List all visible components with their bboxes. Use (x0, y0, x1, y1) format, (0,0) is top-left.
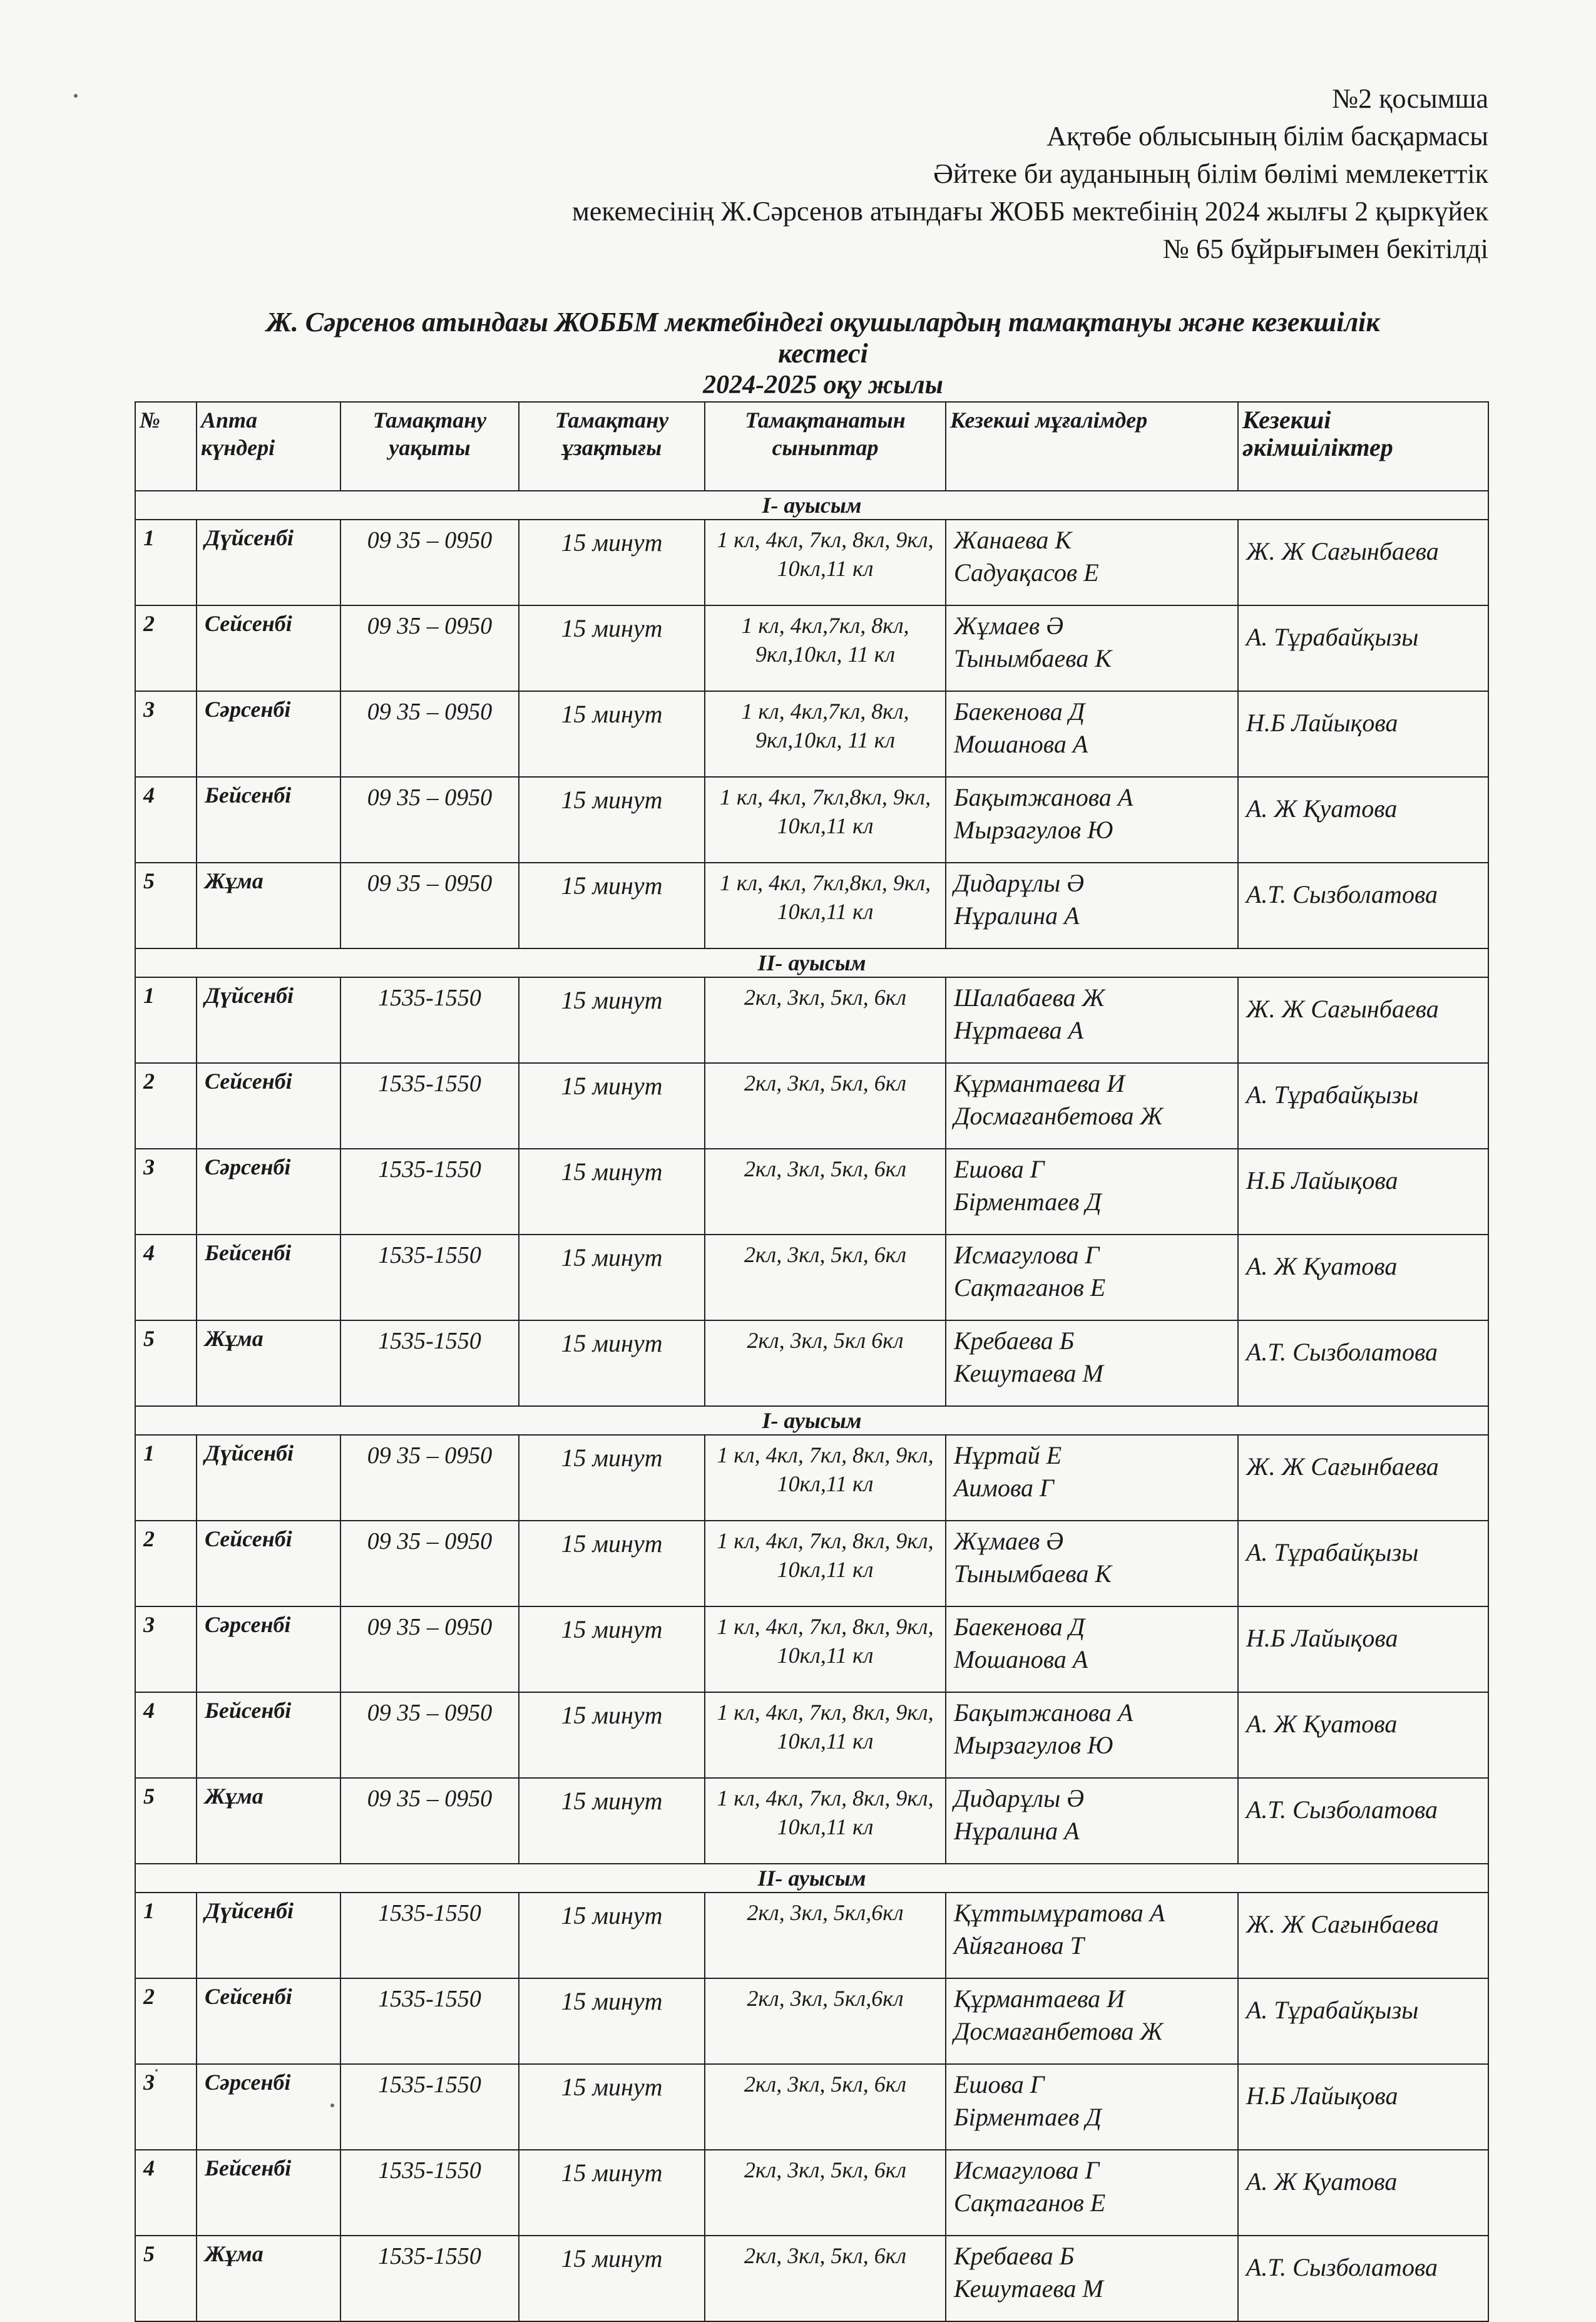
duty-teacher: Мошанова А (954, 1645, 1088, 1673)
duty-teacher: Жұмаев Ә (954, 1527, 1064, 1555)
duty-teacher: Нұртаева А (954, 1016, 1084, 1044)
weekday: Сәрсенбі (197, 1149, 340, 1235)
duty-teacher: Баекенова Д (954, 1613, 1085, 1641)
duty-admin: А. Тұрабайқызы (1238, 1978, 1488, 2064)
table-row (135, 1893, 1488, 1978)
duty-teacher: Бақытжанова А (954, 1698, 1133, 1727)
duty-teacher: Жанаева К (954, 526, 1072, 554)
weekday: Жұма (197, 863, 340, 948)
duty-teachers (946, 1521, 1238, 1606)
shift-title: II- ауысым (135, 1864, 1488, 1893)
duty-admin: А.Т. Сызболатова (1238, 2236, 1488, 2321)
weekday: Сейсенбі (197, 605, 340, 691)
meal-duration: 15 минут (519, 863, 705, 948)
duty-teacher: Құрмантаева И (954, 1985, 1125, 2013)
shift-header-row (135, 1864, 1488, 1893)
shift-title: II- ауысым (135, 948, 1488, 977)
table-row (135, 520, 1488, 605)
meal-duration: 15 минут (519, 2150, 705, 2236)
eating-classes: 1 кл, 4кл, 7кл,8кл, 9кл, 10кл,11 кл (705, 777, 946, 863)
title-line-2: кестесі (778, 338, 868, 369)
weekday: Сейсенбі (197, 1978, 340, 2064)
table-row (135, 977, 1488, 1063)
weekday: Бейсенбі (197, 2150, 340, 2236)
meal-time: 09 35 – 0950 (340, 691, 519, 777)
weekday: Жұма (197, 2236, 340, 2321)
duty-teachers (946, 520, 1238, 605)
meal-duration: 15 минут (519, 2236, 705, 2321)
duty-teacher: Исмагулова Г (954, 2156, 1100, 2184)
column-header-teachers: Кезекші мұғалімдер (946, 402, 1238, 491)
meal-time: 09 35 – 0950 (340, 1778, 519, 1864)
duty-teacher: Бақытжанова А (954, 783, 1133, 811)
header-line: мекемесінің Ж.Сәрсенов атындағы ЖОББ мектебінің 2024 жылғы 2 қыркүйек (572, 196, 1488, 227)
duty-admin: А. Тұрабайқызы (1238, 605, 1488, 691)
duty-teachers (946, 1435, 1238, 1521)
meal-duration: 15 минут (519, 520, 705, 605)
table-row (135, 863, 1488, 948)
eating-classes: 1 кл, 4кл, 7кл, 8кл, 9кл, 10кл,11 кл (705, 1778, 946, 1864)
duty-teacher: Құттымұратова А (954, 1899, 1165, 1927)
meal-time: 09 35 – 0950 (340, 1692, 519, 1778)
duty-teacher: Кребаева Б (954, 2242, 1075, 2270)
meal-duration: 15 минут (519, 2064, 705, 2150)
duty-teacher: Ешова Г (954, 2070, 1045, 2099)
shift-header-row (135, 1406, 1488, 1435)
header-line: Ақтөбе облысының білім басқармасы (1046, 121, 1488, 152)
table-row (135, 1606, 1488, 1692)
row-number: 3 (135, 2064, 197, 2150)
weekday: Сейсенбі (197, 1521, 340, 1606)
meal-time: 09 35 – 0950 (340, 1435, 519, 1521)
duty-admin: А.Т. Сызболатова (1238, 863, 1488, 948)
table-row (135, 691, 1488, 777)
duty-teacher: Садуақасов Е (954, 558, 1099, 587)
row-number: 1 (135, 1893, 197, 1978)
header-line: Әйтеке би ауданының білім бөлімі мемлекеттік (933, 158, 1488, 189)
meal-time: 1535-1550 (340, 1978, 519, 2064)
row-number: 1 (135, 1435, 197, 1521)
duty-admin: Н.Б Лайықова (1238, 1149, 1488, 1235)
duty-teacher: Мырзагулов Ю (954, 816, 1113, 844)
weekday: Сәрсенбі (197, 691, 340, 777)
eating-classes: 2кл, 3кл, 5кл, 6кл (705, 2236, 946, 2321)
duty-teachers (946, 863, 1238, 948)
eating-classes: 1 кл, 4кл, 7кл, 8кл, 9кл, 10кл,11 кл (705, 1521, 946, 1606)
column-header-time: Тамақтану уақыты (340, 402, 519, 491)
duty-teacher: Айяганова Т (954, 1931, 1084, 1960)
duty-teachers (946, 1893, 1238, 1978)
duty-teachers (946, 1606, 1238, 1692)
duty-teachers (946, 977, 1238, 1063)
duty-teacher: Дидарұлы Ә (954, 1784, 1085, 1812)
duty-teacher: Сақтаганов Е (954, 1273, 1106, 1302)
row-number: 2 (135, 1978, 197, 2064)
eating-classes: 2кл, 3кл, 5кл, 6кл (705, 1235, 946, 1320)
duty-teachers (946, 2064, 1238, 2150)
duty-teacher: Сақтаганов Е (954, 2189, 1106, 2217)
duty-admin: Ж. Ж Сағынбаева (1238, 1435, 1488, 1521)
row-number: 2 (135, 1063, 197, 1149)
title-line-1: Ж. Сәрсенов атындағы ЖОББМ мектебіндегі оқушылардың тамақтануы және кезекшілік (266, 307, 1380, 337)
duty-admin: А. Ж Қуатова (1238, 2150, 1488, 2236)
duty-teachers (946, 2236, 1238, 2321)
table-row (135, 1978, 1488, 2064)
meal-time: 1535-1550 (340, 1320, 519, 1406)
weekday: Сейсенбі (197, 1063, 340, 1149)
eating-classes: 2кл, 3кл, 5кл, 6кл (705, 2150, 946, 2236)
eating-classes: 1 кл, 4кл,7кл, 8кл, 9кл,10кл, 11 кл (705, 605, 946, 691)
meal-time: 1535-1550 (340, 1235, 519, 1320)
duty-teacher: Нұралина А (954, 1817, 1080, 1845)
weekday: Бейсенбі (197, 777, 340, 863)
schedule-body (135, 491, 1488, 2321)
meal-duration: 15 минут (519, 777, 705, 863)
meal-duration: 15 минут (519, 1320, 705, 1406)
meal-duration: 15 минут (519, 1063, 705, 1149)
weekday: Дүйсенбі (197, 1435, 340, 1521)
meal-duration: 15 минут (519, 1149, 705, 1235)
duty-admin: Н.Б Лайықова (1238, 1606, 1488, 1692)
row-number: 2 (135, 1521, 197, 1606)
eating-classes: 2кл, 3кл, 5кл,6кл (705, 1893, 946, 1978)
meal-duration: 15 минут (519, 1778, 705, 1864)
document-title (125, 307, 1521, 401)
approval-header (572, 80, 1488, 268)
table-row (135, 1320, 1488, 1406)
table-row (135, 777, 1488, 863)
meal-time: 1535-1550 (340, 2064, 519, 2150)
duty-teachers (946, 1235, 1238, 1320)
meal-time: 09 35 – 0950 (340, 605, 519, 691)
duty-teachers (946, 1778, 1238, 1864)
duty-admin: А.Т. Сызболатова (1238, 1320, 1488, 1406)
duty-teacher: Досмағанбетова Ж (954, 2017, 1164, 2045)
duty-teacher: Тынымбаева К (954, 1559, 1112, 1588)
duty-teacher: Шалабаева Ж (954, 984, 1105, 1012)
weekday: Сәрсенбі (197, 2064, 340, 2150)
duty-teacher: Кешутаева М (954, 1359, 1103, 1387)
meal-time: 09 35 – 0950 (340, 1521, 519, 1606)
duty-admin: Ж. Ж Сағынбаева (1238, 977, 1488, 1063)
weekday: Дүйсенбі (197, 520, 340, 605)
column-header-classes: Тамақтанатын сыныптар (705, 402, 946, 491)
eating-classes: 2кл, 3кл, 5кл,6кл (705, 1978, 946, 2064)
duty-teacher: Мошанова А (954, 730, 1088, 758)
duty-teacher: Бірментаев Д (954, 2103, 1102, 2131)
column-header-duration: Тамақтану ұзақтығы (519, 402, 705, 491)
row-number: 4 (135, 2150, 197, 2236)
meal-duration: 15 минут (519, 1893, 705, 1978)
eating-classes: 2кл, 3кл, 5кл, 6кл (705, 1063, 946, 1149)
meal-duration: 15 минут (519, 1978, 705, 2064)
eating-classes: 1 кл, 4кл, 7кл, 8кл, 9кл, 10кл,11 кл (705, 520, 946, 605)
meal-time: 1535-1550 (340, 1149, 519, 1235)
meal-duration: 15 минут (519, 1692, 705, 1778)
duty-teacher: Баекенова Д (954, 697, 1085, 726)
duty-teachers (946, 777, 1238, 863)
row-number: 5 (135, 1320, 197, 1406)
duty-teacher: Тынымбаева К (954, 644, 1112, 672)
meal-duration: 15 минут (519, 1435, 705, 1521)
duty-teachers (946, 1978, 1238, 2064)
row-number: 3 (135, 1149, 197, 1235)
appendix-label: №2 қосымша (1332, 83, 1488, 114)
eating-classes: 1 кл, 4кл, 7кл, 8кл, 9кл, 10кл,11 кл (705, 1435, 946, 1521)
duty-teacher: Кребаева Б (954, 1327, 1075, 1355)
row-number: 2 (135, 605, 197, 691)
row-number: 1 (135, 520, 197, 605)
meal-time: 1535-1550 (340, 2236, 519, 2321)
weekday: Бейсенбі (197, 1692, 340, 1778)
meal-time: 1535-1550 (340, 1893, 519, 1978)
duty-teachers (946, 1063, 1238, 1149)
weekday: Дүйсенбі (197, 977, 340, 1063)
duty-teacher: Досмағанбетова Ж (954, 1102, 1164, 1130)
schedule-table (135, 401, 1489, 2322)
duty-admin: Н.Б Лайықова (1238, 691, 1488, 777)
row-number: 4 (135, 777, 197, 863)
table-row (135, 605, 1488, 691)
meal-time: 09 35 – 0950 (340, 777, 519, 863)
row-number: 4 (135, 1692, 197, 1778)
meal-time: 09 35 – 0950 (340, 863, 519, 948)
eating-classes: 1 кл, 4кл, 7кл,8кл, 9кл, 10кл,11 кл (705, 863, 946, 948)
scan-speck (155, 2069, 158, 2072)
duty-teachers (946, 691, 1238, 777)
table-row (135, 1778, 1488, 1864)
duty-teacher: Исмагулова Г (954, 1241, 1100, 1269)
duty-teacher: Бірментаев Д (954, 1188, 1102, 1216)
duty-admin: Ж. Ж Сағынбаева (1238, 520, 1488, 605)
meal-duration: 15 минут (519, 605, 705, 691)
eating-classes: 2кл, 3кл, 5кл, 6кл (705, 1149, 946, 1235)
duty-admin: Н.Б Лайықова (1238, 2064, 1488, 2150)
table-header-row (135, 402, 1488, 491)
scan-speck (330, 2104, 334, 2107)
meal-duration: 15 минут (519, 977, 705, 1063)
column-header-day: Апта күндері (197, 402, 340, 491)
duty-teachers (946, 2150, 1238, 2236)
table-row (135, 1692, 1488, 1778)
table-row (135, 1149, 1488, 1235)
table-row (135, 2236, 1488, 2321)
eating-classes: 2кл, 3кл, 5кл 6кл (705, 1320, 946, 1406)
weekday: Сәрсенбі (197, 1606, 340, 1692)
duty-admin: А. Ж Қуатова (1238, 1692, 1488, 1778)
duty-teacher: Дидарұлы Ә (954, 869, 1085, 897)
weekday: Жұма (197, 1778, 340, 1864)
duty-teacher: Нұралина А (954, 902, 1080, 930)
duty-admin: Ж. Ж Сағынбаева (1238, 1893, 1488, 1978)
meal-time: 1535-1550 (340, 977, 519, 1063)
duty-teacher: Аимова Г (954, 1474, 1054, 1502)
duty-teacher: Жұмаев Ә (954, 612, 1064, 640)
duty-teacher: Нұртай Е (954, 1441, 1062, 1469)
duty-teacher: Кешутаева М (954, 2274, 1103, 2303)
table-row (135, 2064, 1488, 2150)
table-row (135, 1521, 1488, 1606)
meal-time: 1535-1550 (340, 2150, 519, 2236)
duty-teachers (946, 1320, 1238, 1406)
column-header-admins: Кезекші әкімшіліктер (1238, 402, 1488, 491)
duty-admin: А. Ж Қуатова (1238, 777, 1488, 863)
table-row (135, 1235, 1488, 1320)
duty-teacher: Мырзагулов Ю (954, 1731, 1113, 1759)
table-row (135, 2150, 1488, 2236)
row-number: 1 (135, 977, 197, 1063)
duty-teachers (946, 1692, 1238, 1778)
eating-classes: 2кл, 3кл, 5кл, 6кл (705, 977, 946, 1063)
shift-header-row (135, 491, 1488, 520)
duty-admin: А.Т. Сызболатова (1238, 1778, 1488, 1864)
eating-classes: 1 кл, 4кл,7кл, 8кл, 9кл,10кл, 11 кл (705, 691, 946, 777)
eating-classes: 1 кл, 4кл, 7кл, 8кл, 9кл, 10кл,11 кл (705, 1606, 946, 1692)
shift-title: I- ауысым (135, 491, 1488, 520)
weekday: Бейсенбі (197, 1235, 340, 1320)
duty-teachers (946, 1149, 1238, 1235)
eating-classes: 1 кл, 4кл, 7кл, 8кл, 9кл, 10кл,11 кл (705, 1692, 946, 1778)
row-number: 3 (135, 1606, 197, 1692)
table-row (135, 1435, 1488, 1521)
weekday: Дүйсенбі (197, 1893, 340, 1978)
scan-speck (74, 94, 78, 98)
weekday: Жұма (197, 1320, 340, 1406)
column-header-num: № (135, 402, 197, 491)
row-number: 4 (135, 1235, 197, 1320)
duty-teacher: Ешова Г (954, 1155, 1045, 1183)
eating-classes: 2кл, 3кл, 5кл, 6кл (705, 2064, 946, 2150)
duty-teacher: Құрмантаева И (954, 1069, 1125, 1097)
meal-time: 1535-1550 (340, 1063, 519, 1149)
duty-admin: А. Тұрабайқызы (1238, 1063, 1488, 1149)
meal-duration: 15 минут (519, 1606, 705, 1692)
row-number: 3 (135, 691, 197, 777)
row-number: 5 (135, 1778, 197, 1864)
row-number: 5 (135, 863, 197, 948)
meal-time: 09 35 – 0950 (340, 1606, 519, 1692)
academic-year: 2024-2025 оқу жылы (703, 371, 943, 399)
order-number-line: № 65 бұйрығымен бекітілді (1163, 234, 1488, 264)
meal-duration: 15 минут (519, 1521, 705, 1606)
row-number: 5 (135, 2236, 197, 2321)
table-row (135, 1063, 1488, 1149)
meal-time: 09 35 – 0950 (340, 520, 519, 605)
meal-duration: 15 минут (519, 1235, 705, 1320)
duty-admin: А. Ж Қуатова (1238, 1235, 1488, 1320)
duty-admin: А. Тұрабайқызы (1238, 1521, 1488, 1606)
shift-title: I- ауысым (135, 1406, 1488, 1435)
meal-duration: 15 минут (519, 691, 705, 777)
duty-teachers (946, 605, 1238, 691)
shift-header-row (135, 948, 1488, 977)
